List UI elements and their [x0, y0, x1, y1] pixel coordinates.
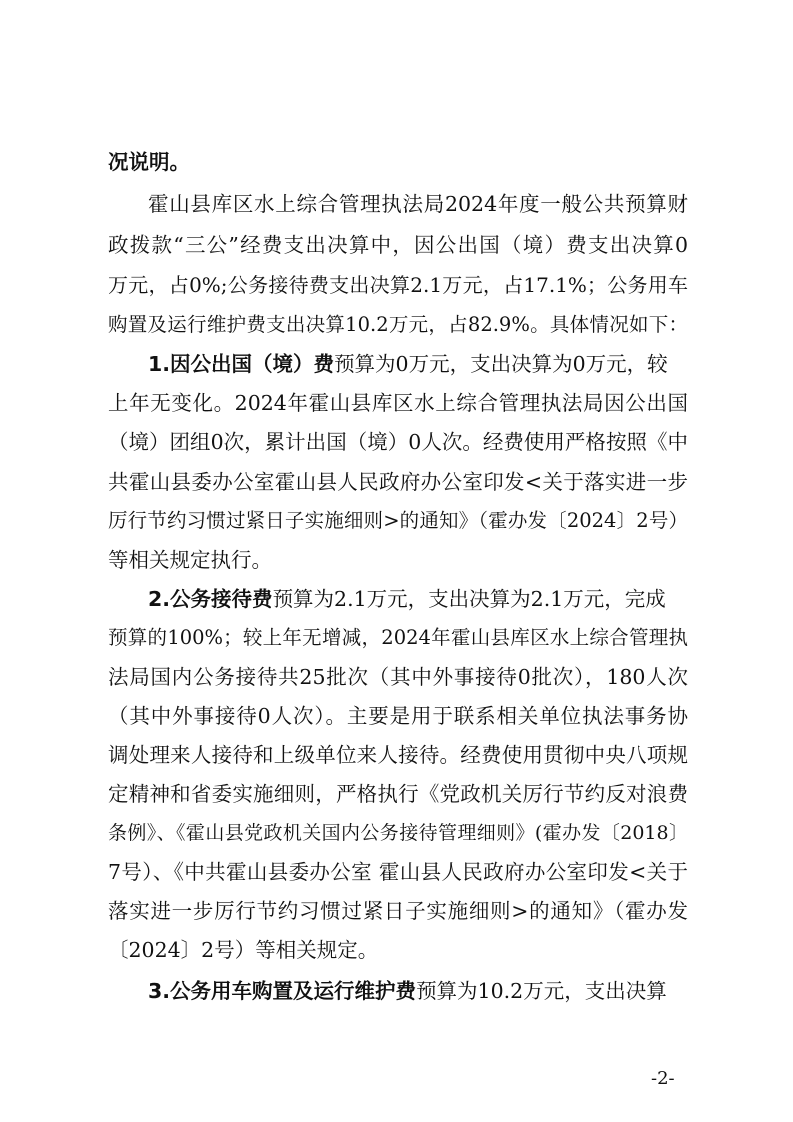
paragraph-text: 预算为2.1万元，支出决算为2.1万元，完成 — [272, 587, 666, 611]
paragraph-line: （境）团组0次，累计出国（境）0人次。经费使用严格按照《中 — [108, 430, 688, 454]
page-number: -2- — [651, 1068, 675, 1089]
paragraph-line: 落实进一步厉行节约习惯过紧日子实施细则>的通知》（霍办发 — [108, 899, 688, 923]
paragraph-line: 预算的100%；较上年无增减，2024年霍山县库区水上综合管理执 — [108, 626, 688, 649]
paragraph-line: 〔2024〕2号）等相关规定。 — [108, 938, 379, 962]
section-heading: 2.公务接待费 — [148, 587, 273, 611]
paragraph-line: 调处理来人接待和上级单位来人接待。经费使用贯彻中央八项规 — [108, 743, 688, 767]
paragraph-line: 霍山县库区水上综合管理执法局2024年度一般公共预算财 — [148, 192, 688, 216]
section-line — [148, 346, 688, 382]
paragraph-line: 上年无变化。2024年霍山县库区水上综合管理执法局因公出国 — [108, 391, 688, 415]
section-line — [148, 581, 688, 617]
paragraph-line: 况说明。 — [108, 150, 190, 174]
paragraph-text: 预算为10.2万元，支出决算 — [416, 979, 667, 1003]
section-heading: 1.因公出国（境）费 — [148, 352, 335, 376]
section-line — [148, 973, 688, 1009]
paragraph-line: 万元，占0%;公务接待费支出决算2.1万元，占17.1%；公务用车 — [108, 273, 688, 297]
paragraph-line: 定精神和省委实施细则，严格执行《党政机关厉行节约反对浪费 — [108, 782, 688, 806]
paragraph-line: 7号）、《中共霍山县委办公室 霍山县人民政府办公室印发<关于 — [108, 860, 688, 884]
paragraph-line: 条例》、《霍山县党政机关国内公务接待管理细则》(霍办发〔2018〕 — [108, 822, 688, 844]
paragraph-line: 厉行节约习惯过紧日子实施细则>的通知》（霍办发〔2024〕2号） — [108, 509, 688, 532]
paragraph-line: 政拨款“三公”经费支出决算中，因公出国（境）费支出决算0 — [108, 233, 688, 257]
paragraph-line: （其中外事接待0人次）。主要是用于联系相关单位执法事务协 — [108, 704, 688, 728]
paragraph-line: 法局国内公务接待共25批次（其中外事接待0批次），180人次 — [108, 665, 688, 689]
paragraph-line: 购置及运行维护费支出决算10.2万元，占82.9%。具体情况如下： — [108, 313, 688, 336]
paragraph-text: 预算为0万元，支出决算为0万元，较 — [334, 352, 668, 376]
paragraph-line: 共霍山县委办公室霍山县人民政府办公室印发<关于落实进一步 — [108, 470, 688, 494]
section-heading: 3.公务用车购置及运行维护费 — [148, 979, 417, 1003]
paragraph-line: 等相关规定执行。 — [108, 548, 272, 572]
